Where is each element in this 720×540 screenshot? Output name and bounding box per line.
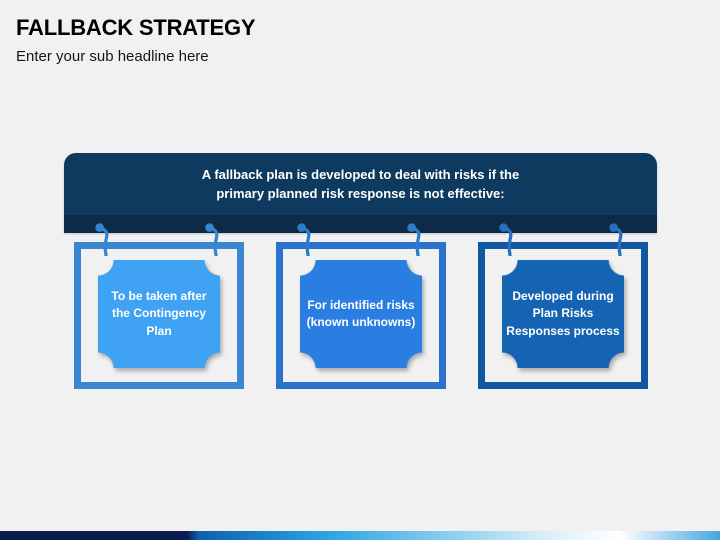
hook-icon [205, 223, 220, 256]
banner-strip [64, 215, 657, 233]
page-subtitle: Enter your sub headline here [16, 48, 209, 65]
card-label: Developed during Plan Risks Responses process [506, 289, 620, 338]
banner-body [64, 153, 657, 215]
page-title: FALLBACK STRATEGY [16, 15, 256, 40]
banner-text-line2: primary planned risk response is not effective: [216, 186, 505, 201]
hook-icon [609, 223, 624, 256]
banner [64, 153, 657, 233]
card-identified-risks [276, 242, 446, 389]
hook-icon [297, 223, 312, 256]
card-label: To be taken after the Contingency Plan [111, 289, 207, 338]
footer-gradient-bar [0, 531, 720, 540]
card-plaque [502, 260, 624, 368]
card-plaque [98, 260, 220, 368]
hook-icon [95, 223, 110, 256]
card-contingency [74, 242, 244, 389]
banner-text-line1: A fallback plan is developed to deal with risks if the [201, 166, 520, 182]
hook-icon [407, 223, 422, 256]
card-plaque [300, 260, 422, 368]
card-label: For identified risks (known unknowns) [306, 297, 416, 329]
card-plan-risks [478, 242, 648, 389]
hook-icon [499, 223, 514, 256]
